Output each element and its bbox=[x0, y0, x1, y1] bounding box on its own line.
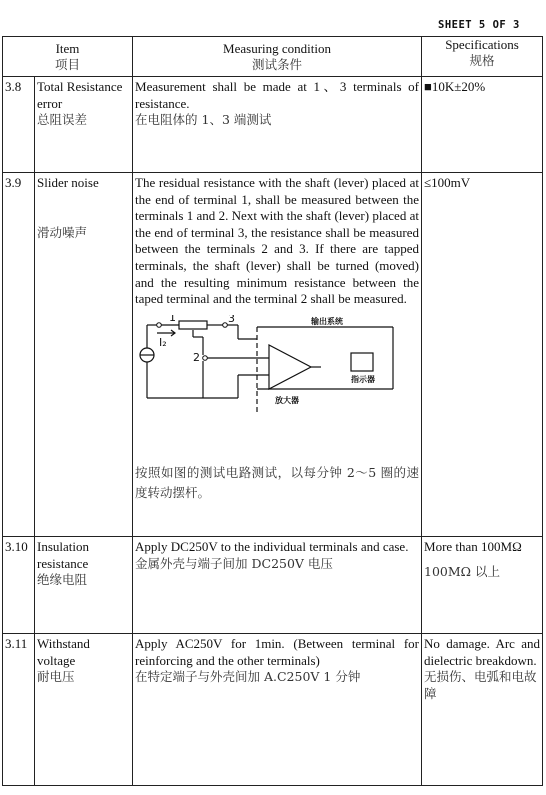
table-row bbox=[3, 173, 543, 537]
row-condition-en: Measurement shall be made at 1、3 terminals of resistance. bbox=[135, 79, 420, 111]
sheet-number: SHEET 5 OF 3 bbox=[438, 19, 520, 31]
row-item-zh: 绝缘电阻 bbox=[37, 572, 88, 588]
specification-table bbox=[2, 36, 543, 786]
row-condition bbox=[133, 537, 422, 634]
row-condition-zh: 按照如图的测试电路测试，以每分钟 2～5 圈的速度转动摆杆。 bbox=[135, 465, 420, 501]
row-spec-en: More than 100MΩ bbox=[424, 539, 522, 554]
row-spec-zh: 无损伤、电弧和电故障 bbox=[424, 669, 537, 701]
potentiometer-resistor bbox=[179, 321, 207, 329]
header-condition bbox=[133, 37, 422, 77]
row-item bbox=[35, 634, 133, 786]
row-item-en: Total Resistance error bbox=[37, 79, 123, 111]
row-item bbox=[35, 173, 133, 537]
row-condition bbox=[133, 77, 422, 173]
row-condition-zh: 在电阻体的 1、3 端测试 bbox=[135, 112, 272, 128]
header-spec-en: Specifications bbox=[445, 37, 519, 52]
row-number: 3.8 bbox=[3, 77, 35, 173]
header-condition-en: Measuring condition bbox=[223, 41, 331, 56]
row-item-en: Insulation resistance bbox=[37, 539, 89, 571]
header-item bbox=[3, 37, 133, 77]
test-circuit-diagram bbox=[135, 315, 407, 425]
header-spec bbox=[422, 37, 543, 77]
row-item-zh: 总阻误差 bbox=[37, 112, 88, 128]
terminal-node bbox=[203, 355, 208, 360]
header-condition-zh: 测试条件 bbox=[252, 57, 303, 72]
header-item-zh: 项目 bbox=[55, 57, 81, 72]
row-item-zh: 耐电压 bbox=[37, 669, 75, 685]
header-item-en: Item bbox=[55, 41, 80, 56]
row-number: 3.11 bbox=[3, 634, 35, 786]
row-condition-zh: 金属外壳与端子间加 DC250V 电压 bbox=[135, 555, 333, 571]
indicator-symbol bbox=[351, 353, 373, 371]
amplifier-symbol bbox=[269, 345, 311, 389]
row-spec-en: ■10K±20% bbox=[424, 79, 486, 94]
row-spec-zh: 100MΩ 以上 bbox=[424, 563, 501, 579]
row-item-en: Withstand voltage bbox=[37, 636, 90, 668]
terminal-2-label: 2 bbox=[193, 350, 201, 364]
row-spec bbox=[422, 173, 543, 537]
row-spec bbox=[422, 77, 543, 173]
amplifier-label: 放大器 bbox=[275, 395, 300, 405]
row-spec bbox=[422, 634, 543, 786]
row-condition-zh: 在特定端子与外壳间加 A.C250V 1 分钟 bbox=[135, 669, 361, 685]
indicator-label: 指示器 bbox=[351, 374, 376, 384]
terminal-1-label: 1 bbox=[169, 314, 177, 324]
row-spec-en: ≤100mV bbox=[424, 175, 471, 190]
table-row bbox=[3, 634, 543, 786]
row-spec-en: No damage. Arc and dielectric breakdown. bbox=[424, 636, 541, 668]
terminal-node bbox=[223, 322, 228, 327]
row-item bbox=[35, 537, 133, 634]
row-condition-en: Apply DC250V to the individual terminals and case. bbox=[135, 539, 409, 554]
terminal-node bbox=[157, 322, 162, 327]
table-row bbox=[3, 77, 543, 173]
header-spec-zh: 规格 bbox=[469, 53, 495, 68]
row-condition-en: Apply AC250V for 1min. (Between terminal for reinforcing and the other terminals) bbox=[135, 636, 420, 668]
row-condition bbox=[133, 173, 422, 537]
row-item-en: Slider noise bbox=[37, 175, 99, 190]
row-item bbox=[35, 77, 133, 173]
table-row bbox=[3, 537, 543, 634]
row-condition-en: The residual resistance with the shaft (lever) placed at the end of terminal 1, shall be measured between the terminals 1 and 2. Next with the shaft (lever) placed at the end of terminal 3, the resistance shall be measured between the terminals 2 and 3. If there are tapped terminals, the shaft (lever) shall be turned (moved) and the resulting minimum resistance between the taped terminal and the terminal 2 shall be measured. bbox=[135, 175, 420, 307]
terminal-3-label: 3 bbox=[228, 314, 236, 325]
row-number: 3.10 bbox=[3, 537, 35, 634]
row-condition bbox=[133, 634, 422, 786]
current-label: I₂ bbox=[159, 335, 167, 349]
box-label: 输出系统 bbox=[311, 316, 344, 326]
row-spec bbox=[422, 537, 543, 634]
row-item-zh: 滑动噪声 bbox=[37, 224, 88, 240]
table-header-row bbox=[3, 37, 543, 77]
row-number: 3.9 bbox=[3, 173, 35, 537]
